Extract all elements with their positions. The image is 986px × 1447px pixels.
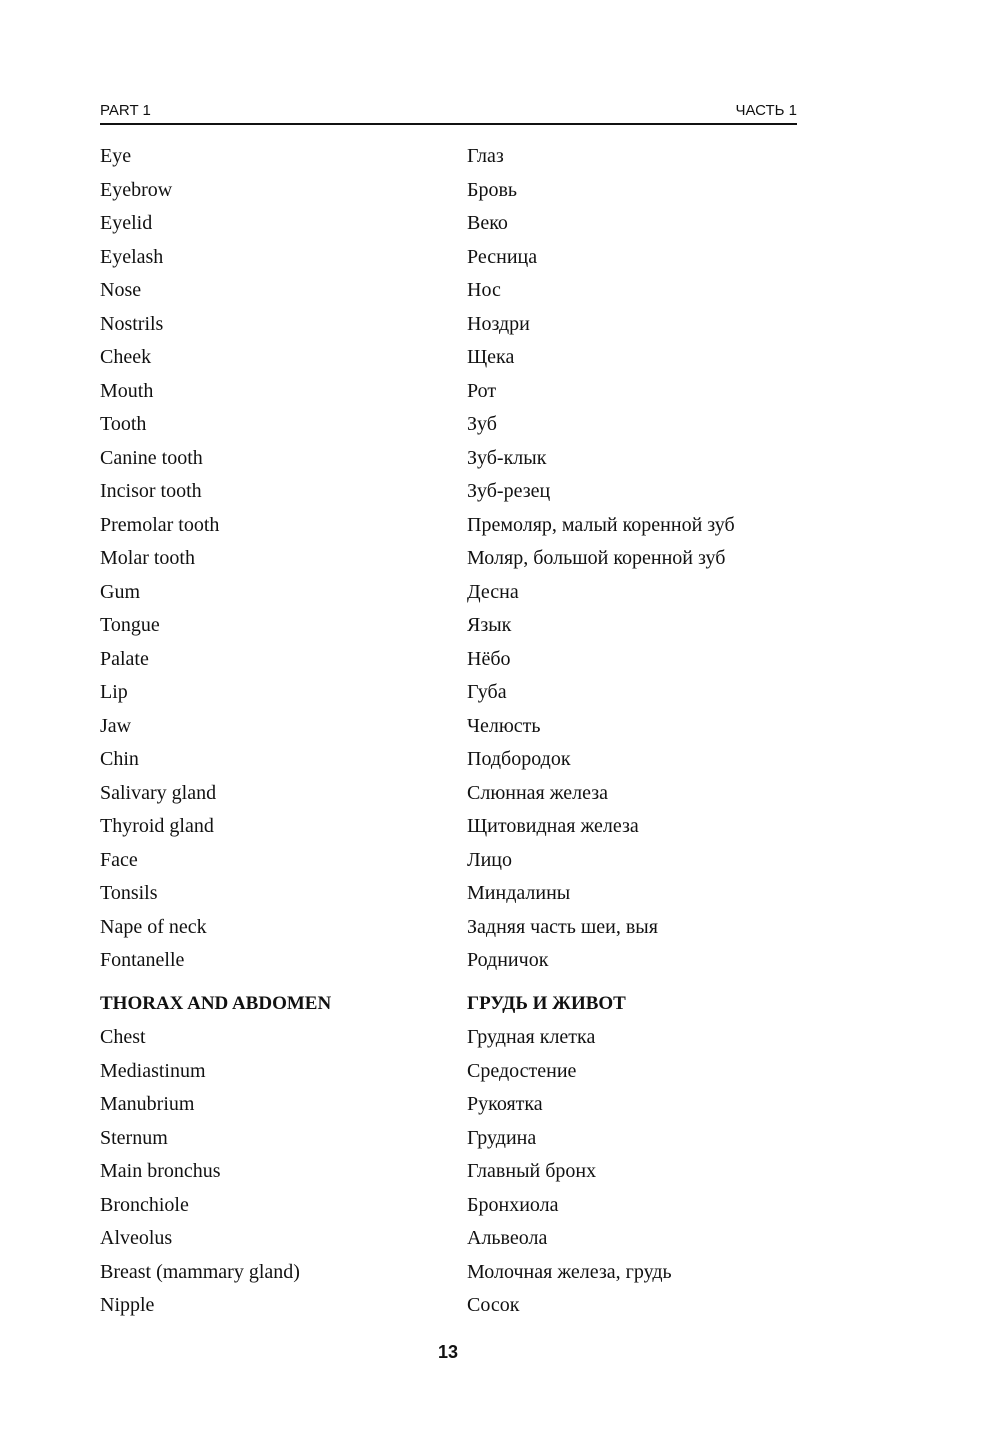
term-russian: Ресница <box>467 245 538 268</box>
term-english: Cheek <box>100 346 152 368</box>
term-russian: Моляр, большой коренной зуб <box>467 547 726 569</box>
term-russian: Губа <box>467 681 507 703</box>
term-english: Thyroid gland <box>100 815 214 837</box>
term-english: Sternum <box>100 1126 168 1149</box>
term-english: Nipple <box>100 1294 155 1316</box>
term-row <box>100 1189 800 1223</box>
term-english: Tongue <box>100 614 160 636</box>
term-row <box>100 643 800 677</box>
term-russian: Рукоятка <box>467 1093 543 1115</box>
term-english: Jaw <box>100 714 132 737</box>
term-english: Salivary gland <box>100 781 217 804</box>
term-russian: Главный бронх <box>467 1160 597 1182</box>
term-row <box>100 274 800 308</box>
term-row <box>100 442 800 476</box>
term-english: Tonsils <box>100 882 158 904</box>
term-english: Lip <box>100 681 128 703</box>
term-russian: Язык <box>467 614 512 636</box>
running-header <box>100 101 797 125</box>
term-row <box>100 341 800 375</box>
term-row <box>100 408 800 442</box>
term-row <box>100 676 800 710</box>
term-row <box>100 174 800 208</box>
term-russian: Миндалины <box>467 882 571 904</box>
header-part-label: PART 1 <box>100 102 151 119</box>
term-row <box>100 1256 800 1290</box>
term-row <box>100 710 800 744</box>
term-row <box>100 877 800 911</box>
term-english: Eye <box>100 145 132 167</box>
term-english: Canine tooth <box>100 446 203 469</box>
term-row <box>100 207 800 241</box>
term-english: Bronchiole <box>100 1193 189 1216</box>
term-row <box>100 944 800 978</box>
term-russian: Нёбо <box>467 647 511 670</box>
term-english: Incisor tooth <box>100 480 202 502</box>
term-russian: Веко <box>467 212 508 234</box>
term-russian: Родничок <box>467 949 549 971</box>
term-russian: Зуб <box>467 413 497 435</box>
term-row <box>100 1222 800 1256</box>
term-row <box>100 810 800 844</box>
header-part-label-ru: ЧАСТЬ 1 <box>735 102 797 119</box>
term-row <box>100 1289 800 1323</box>
term-english: Eyelid <box>100 212 153 234</box>
term-russian: Подбородок <box>467 748 571 770</box>
term-row <box>100 844 800 878</box>
section-heading-row <box>100 987 800 1021</box>
section-heading <box>100 987 800 1021</box>
term-row <box>100 609 800 643</box>
term-russian: Альвеола <box>467 1227 548 1249</box>
term-russian: Щека <box>467 346 515 368</box>
term-row <box>100 1088 800 1122</box>
term-row <box>100 1122 800 1156</box>
term-row <box>100 1055 800 1089</box>
term-english: Nape of neck <box>100 915 207 938</box>
term-english: Nose <box>100 279 142 301</box>
term-english: Nostrils <box>100 312 164 335</box>
term-english: Main bronchus <box>100 1160 221 1182</box>
term-row <box>100 542 800 576</box>
term-russian: Грудина <box>467 1126 537 1149</box>
term-russian: Нос <box>467 279 501 301</box>
term-english: Chest <box>100 1026 146 1048</box>
term-english: Mediastinum <box>100 1059 206 1082</box>
page-number: 13 <box>437 1342 459 1362</box>
term-russian: Слюнная железа <box>467 781 609 804</box>
head-terms-list <box>100 140 800 978</box>
term-russian: Зуб-клык <box>467 446 547 469</box>
term-row <box>100 241 800 275</box>
term-english: Molar tooth <box>100 547 195 569</box>
term-russian: Грудная клетка <box>467 1026 596 1048</box>
term-english: Face <box>100 848 138 871</box>
term-russian: Задняя часть шеи, выя <box>467 915 658 938</box>
term-row <box>100 1155 800 1189</box>
term-row <box>100 375 800 409</box>
term-english: Chin <box>100 748 139 770</box>
term-russian: Премоляр, малый коренной зуб <box>467 513 735 536</box>
term-row <box>100 576 800 610</box>
term-russian: Ноздри <box>467 312 530 335</box>
term-english: Mouth <box>100 379 154 402</box>
term-russian: Челюсть <box>467 714 541 737</box>
term-row <box>100 1021 800 1055</box>
term-row <box>100 777 800 811</box>
term-english: Alveolus <box>100 1227 173 1249</box>
section-heading-en: THORAX AND ABDOMEN <box>100 993 332 1014</box>
term-row <box>100 140 800 174</box>
term-russian: Десна <box>467 580 519 603</box>
term-russian: Молочная железа, грудь <box>467 1260 672 1283</box>
term-russian: Бровь <box>467 178 518 201</box>
term-russian: Рот <box>467 379 497 402</box>
term-english: Fontanelle <box>100 949 185 971</box>
term-russian: Бронхиола <box>467 1193 559 1216</box>
term-english: Breast (mammary gland) <box>100 1260 300 1283</box>
section-heading-ru: ГРУДЬ И ЖИВОТ <box>467 993 626 1014</box>
term-russian: Сосок <box>467 1294 520 1316</box>
term-english: Tooth <box>100 413 147 435</box>
term-row <box>100 509 800 543</box>
term-russian: Зуб-резец <box>467 480 551 502</box>
term-row <box>100 911 800 945</box>
term-russian: Щитовидная железа <box>467 815 639 837</box>
term-row <box>100 308 800 342</box>
term-row <box>100 743 800 777</box>
term-russian: Средостение <box>467 1059 577 1082</box>
term-english: Eyelash <box>100 245 164 268</box>
term-russian: Лицо <box>467 848 512 871</box>
term-russian: Глаз <box>467 145 504 167</box>
term-row <box>100 475 800 509</box>
term-english: Palate <box>100 647 149 670</box>
term-english: Manubrium <box>100 1093 195 1115</box>
thorax-terms-list <box>100 1021 800 1323</box>
term-english: Eyebrow <box>100 178 173 201</box>
term-english: Gum <box>100 580 140 603</box>
term-english: Premolar tooth <box>100 513 220 536</box>
